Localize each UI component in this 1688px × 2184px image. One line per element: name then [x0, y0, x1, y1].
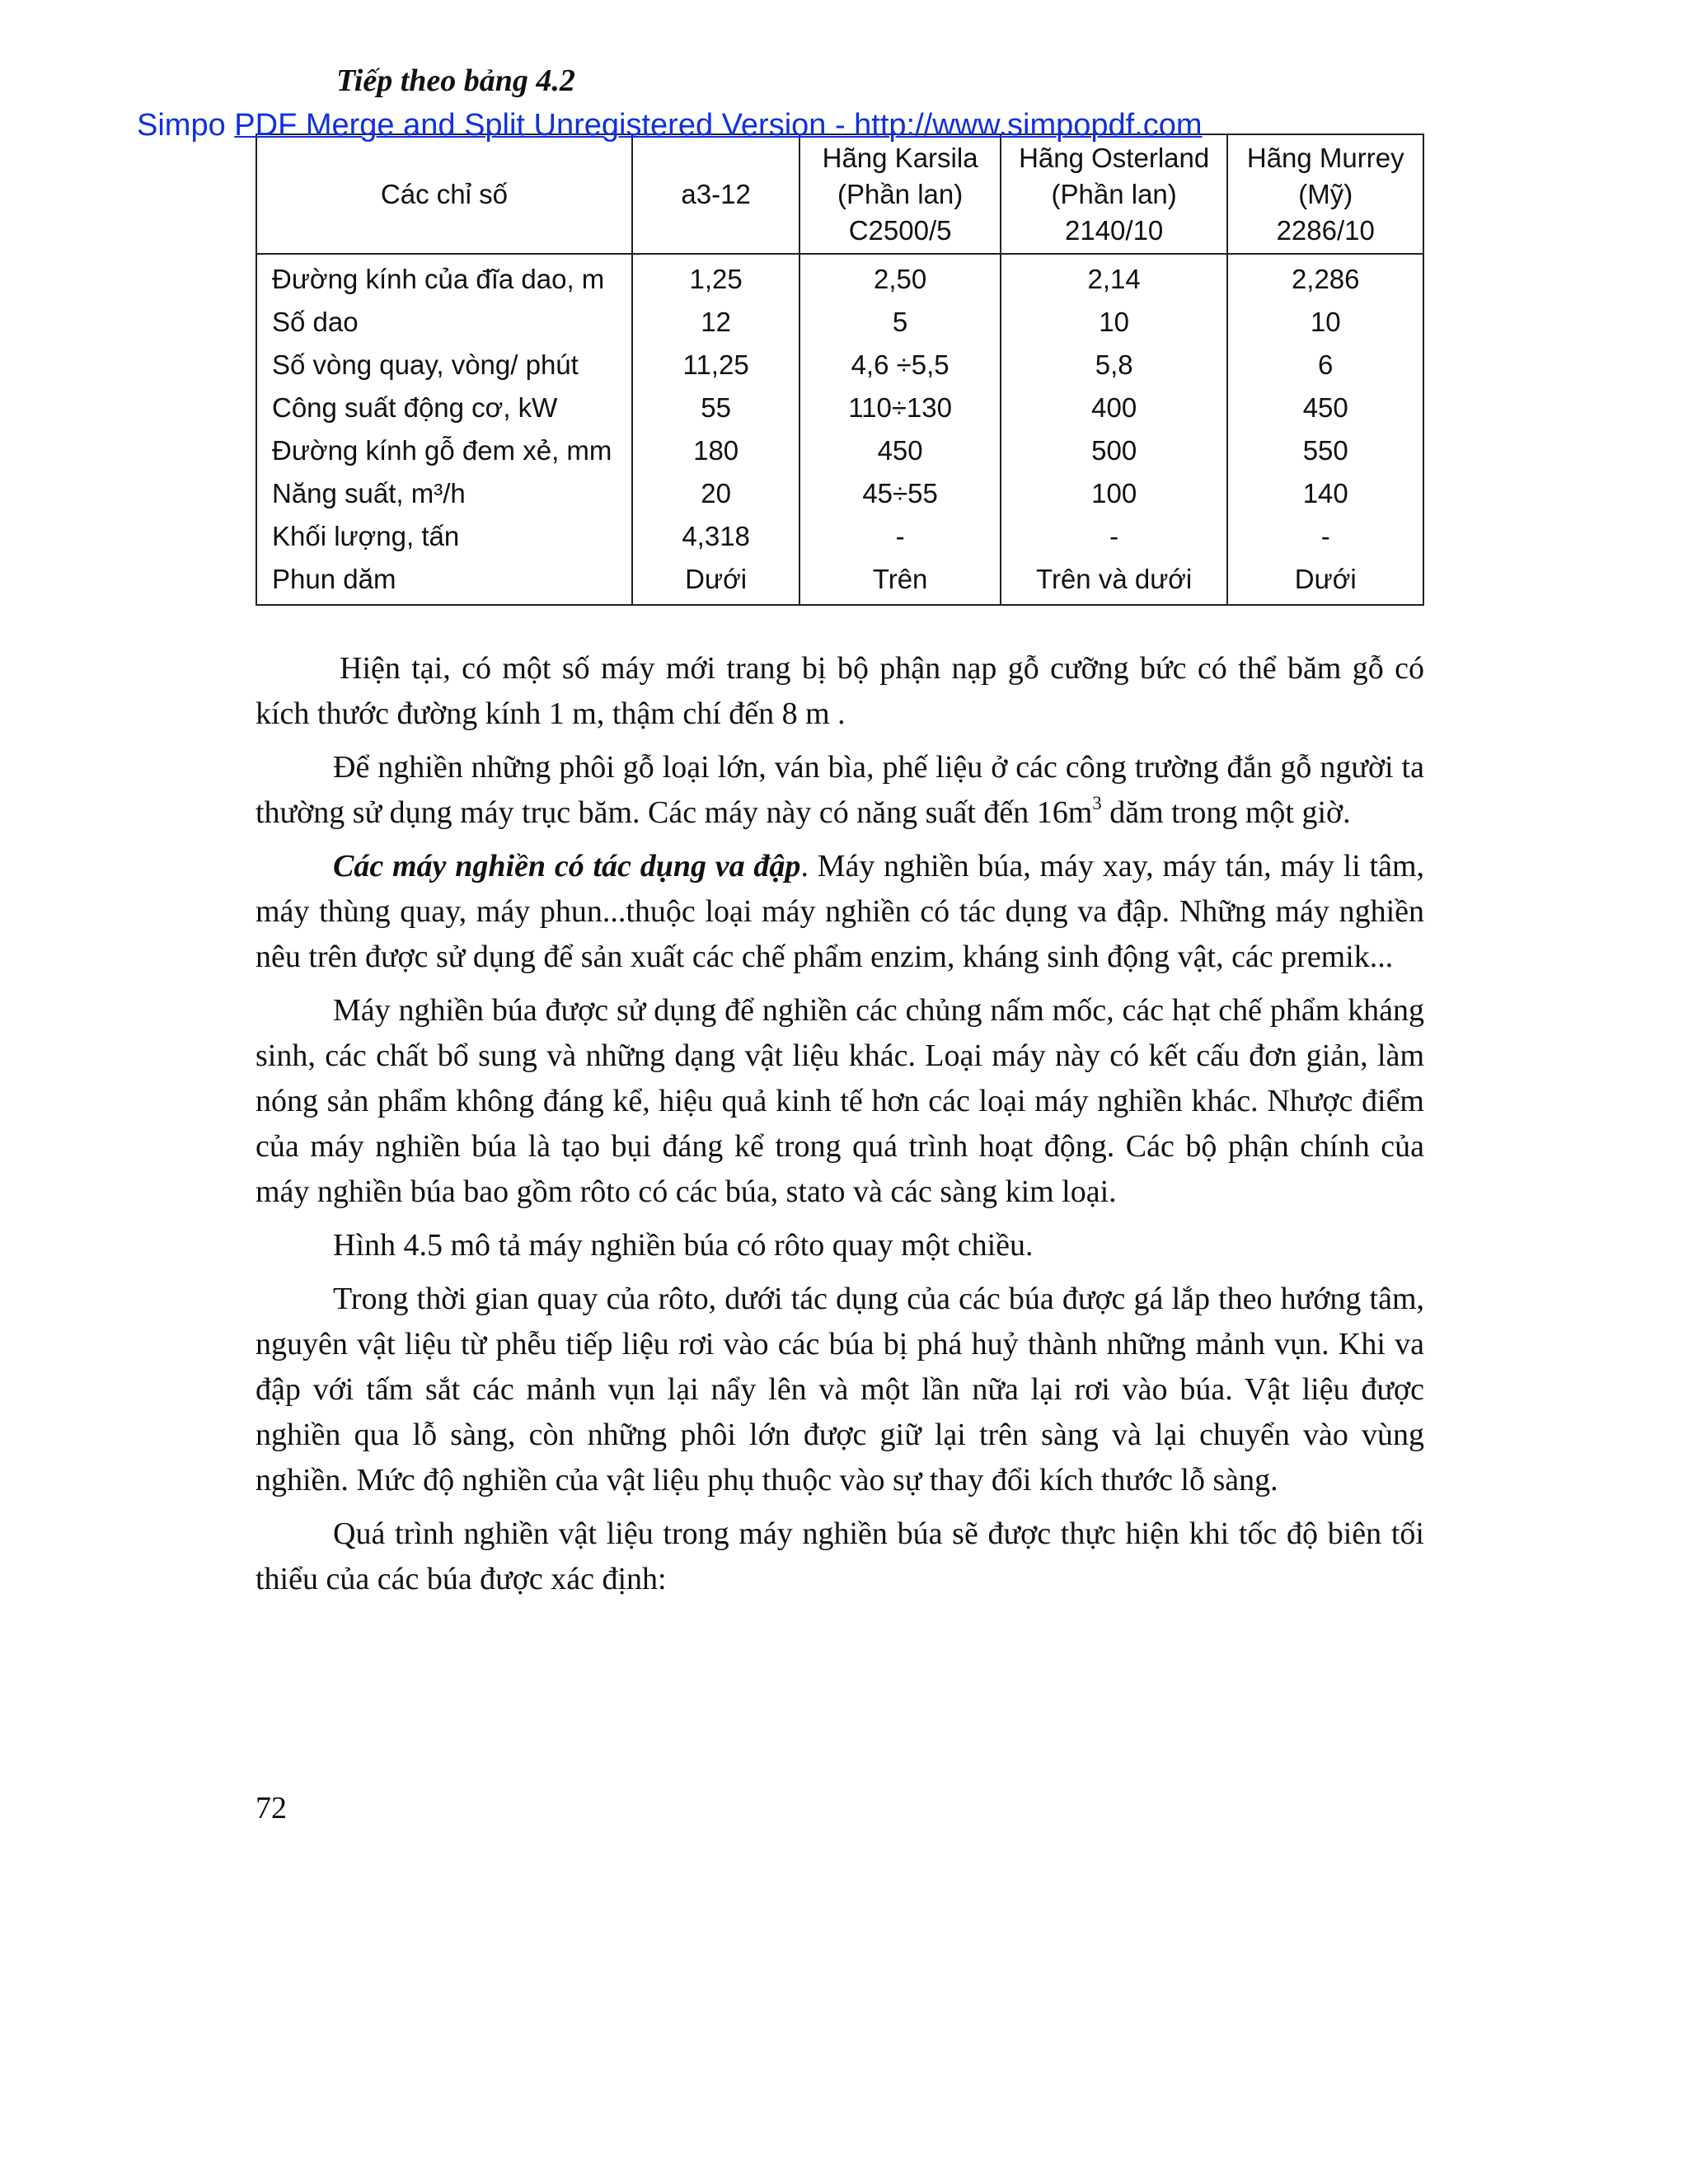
paragraph: Hiện tại, có một số máy mới trang bị bộ phận nạp gỗ cưỡng bức có thể băm gỗ có kích thước đường kính 1 m, thậm chí đến 8 m .	[256, 651, 1424, 731]
row-label: Khối lượng, tấn	[256, 515, 632, 558]
table-cell: 2,50	[799, 254, 1000, 301]
paragraph	[256, 745, 1424, 836]
table-cell: 55	[632, 387, 799, 429]
table-cell: 5	[799, 301, 1000, 344]
row-label: Phun dăm	[256, 558, 632, 605]
paragraph	[256, 844, 1424, 980]
header-cell-murrey	[1227, 134, 1423, 254]
header-cell-karsila	[799, 134, 1000, 254]
table-cell: 500	[1001, 429, 1228, 472]
table-cell: 12	[632, 301, 799, 344]
table-cell: Trên và dưới	[1001, 558, 1228, 605]
table-cell: 10	[1001, 301, 1228, 344]
table-cell: 45÷55	[799, 472, 1000, 515]
table-cell: Dưới	[1227, 558, 1423, 605]
header-line: Các chỉ số	[380, 178, 508, 209]
table-row	[256, 254, 1423, 301]
table-cell: -	[799, 515, 1000, 558]
table-row	[256, 301, 1423, 344]
watermark-banner	[137, 105, 1203, 145]
paragraph: Trong thời gian quay của rôto, dưới tác dụng của các búa được gá lắp theo hướng tâm, nguyên vật liệu từ phễu tiếp liệu rơi vào các búa bị phá huỷ thành những mảnh vụn. Khi va đập với tấm sắt các mảnh vụn lại nẩy lên và một lần nữa lại rơi vào búa. Vật liệu được nghiền qua lỗ sàng, còn những phôi lớn được giữ lại trên sàng và lại chuyển vào vùng nghiền. Mức độ nghiền của vật liệu phụ thuộc vào sự thay đổi kích thước lỗ sàng.	[256, 1282, 1424, 1497]
table-cell: 4,6 ÷5,5	[799, 344, 1000, 387]
table-cell: 20	[632, 472, 799, 515]
paragraph: Quá trình nghiền vật liệu trong máy nghiền búa sẽ được thực hiện khi tốc độ biên tối thiểu của các búa được xác định:	[256, 1516, 1424, 1596]
row-label: Năng suất, m³/h	[256, 472, 632, 515]
paragraph: Hình 4.5 mô tả máy nghiền búa có rôto quay một chiều.	[333, 1228, 1034, 1263]
table-header-row	[256, 134, 1423, 254]
paragraph-text: dăm trong một giờ.	[1101, 795, 1351, 830]
section-heading: Các máy nghiền có tác dụng va đập	[333, 849, 801, 883]
spec-table	[256, 134, 1424, 606]
row-label: Đường kính gỗ đem xẻ, mm	[256, 429, 632, 472]
header-line: 2140/10	[1065, 214, 1164, 246]
table-caption: Tiếp theo bảng 4.2	[336, 63, 575, 98]
header-line: (Mỹ)	[1298, 178, 1353, 209]
table-cell: 450	[1227, 387, 1423, 429]
header-line: Hãng Osterland	[1019, 142, 1210, 173]
row-label: Đường kính của đĩa dao, m	[256, 254, 632, 301]
page-number: 72	[256, 1791, 287, 1825]
row-label: Số vòng quay, vòng/ phút	[256, 344, 632, 387]
table-cell: -	[1227, 515, 1423, 558]
table-cell: 100	[1001, 472, 1228, 515]
row-label: Số dao	[256, 301, 632, 344]
watermark-link[interactable]: PDF Merge and Split Unregistered Version - http://www.simpopdf.com	[234, 108, 1203, 143]
header-cell-a3-12	[632, 134, 799, 254]
header-cell-indicators	[256, 134, 632, 254]
watermark-prefix: Simpo	[137, 108, 235, 143]
table-row	[256, 344, 1423, 387]
table-cell: 110÷130	[799, 387, 1000, 429]
table-cell: 400	[1001, 387, 1228, 429]
table-cell: 550	[1227, 429, 1423, 472]
table-cell: -	[1001, 515, 1228, 558]
header-line: (Phần lan)	[837, 178, 964, 209]
header-line: C2500/5	[848, 214, 952, 246]
table-cell: 4,318	[632, 515, 799, 558]
table-cell: 5,8	[1001, 344, 1228, 387]
paragraph: Máy nghiền búa được sử dụng để nghiền các chủng nấm mốc, các hạt chế phẩm kháng sinh, các chất bổ sung và những dạng vật liệu khác. Loại máy này có kết cấu đơn giản, làm nóng sản phẩm không đáng kể, hiệu quả kinh tế hơn các loại máy nghiền khác. Nhược điểm của máy nghiền búa là tạo bụi đáng kể trong quá trình hoạt động. Các bộ phận chính của máy nghiền búa bao gồm rôto có các búa, stato và các sàng kim loại.	[256, 993, 1424, 1209]
header-cell-osterland	[1001, 134, 1228, 254]
table-row	[256, 515, 1423, 558]
table-row	[256, 387, 1423, 429]
table-cell: 2,14	[1001, 254, 1228, 301]
row-label: Công suất động cơ, kW	[256, 387, 632, 429]
table-cell: 11,25	[632, 344, 799, 387]
paragraph-text: . Máy nghiền búa, máy xay, máy tán, máy li tâm, máy thùng quay, máy phun...thuộc loại máy nghiền có tác dụng va đập. Những máy nghiền nêu trên được sử dụng để sản xuất các chế phẩm enzim, kháng sinh động vật, các premik...	[256, 849, 1424, 974]
body-text	[256, 646, 1424, 1610]
header-line: a3-12	[681, 178, 751, 209]
header-line: Hãng Karsila	[822, 142, 978, 173]
table-cell: 2,286	[1227, 254, 1423, 301]
table-row	[256, 472, 1423, 515]
table-row	[256, 429, 1423, 472]
table-cell: 140	[1227, 472, 1423, 515]
table-cell: Trên	[799, 558, 1000, 605]
paragraph-text: Để nghiền những phôi gỗ loại lớn, ván bìa, phế liệu ở các công trường đắn gỗ người ta thường sử dụng máy trục băm. Các máy này có năng suất đến 16m	[256, 750, 1424, 830]
table-cell: 6	[1227, 344, 1423, 387]
superscript: 3	[1092, 793, 1102, 814]
header-line: 2286/10	[1276, 214, 1375, 246]
table-cell: 10	[1227, 301, 1423, 344]
header-line: Hãng Murrey	[1246, 142, 1404, 173]
table-cell: 450	[799, 429, 1000, 472]
header-line: (Phần lan)	[1051, 178, 1177, 209]
table-cell: 180	[632, 429, 799, 472]
table-cell: 1,25	[632, 254, 799, 301]
table-cell: Dưới	[632, 558, 799, 605]
table-row	[256, 558, 1423, 605]
